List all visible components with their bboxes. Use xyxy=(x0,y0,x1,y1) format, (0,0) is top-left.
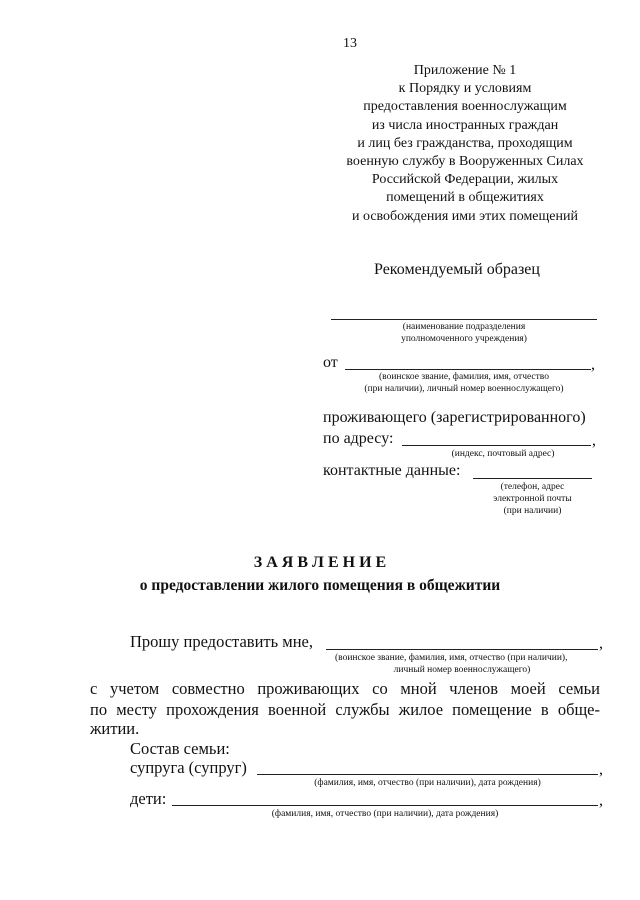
appendix-line: военную службу в Вооруженных Силах xyxy=(346,154,584,170)
children-label: дети: xyxy=(130,789,167,808)
appendix-line: из числа иностранных граждан xyxy=(371,117,559,133)
from-label: от xyxy=(323,354,338,371)
from-line xyxy=(345,369,591,370)
contacts-hint: (при наличии) xyxy=(503,506,562,516)
spouse-line xyxy=(257,774,598,775)
appendix-line: к Порядку и условиям xyxy=(398,81,532,97)
address-hint: (индекс, почтовый адрес) xyxy=(451,449,555,459)
appendix-line: и лиц без гражданства, проходящим xyxy=(357,135,573,151)
appendix-line: помещений в общежитиях xyxy=(386,190,544,206)
appendix-block xyxy=(330,62,600,226)
children-hint: (фамилия, имя, отчество (при наличии), дата рождения) xyxy=(271,809,499,819)
request-comma: , xyxy=(599,635,603,652)
document-title: З А Я В Л Е Н И Е xyxy=(253,554,387,571)
spouse-hint: (фамилия, имя, отчество (при наличии), дата рождения) xyxy=(314,778,541,788)
address-line xyxy=(402,445,591,446)
spouse-label: супруга (супруг) xyxy=(130,758,247,777)
appendix-line: и освобождения ими этих помещений xyxy=(351,208,578,224)
address-label: по адресу: xyxy=(323,430,394,447)
unit-name-line xyxy=(331,319,597,320)
children-comma: , xyxy=(599,792,603,809)
appendix-line: Приложение № 1 xyxy=(413,63,517,78)
page-number: 13 xyxy=(343,36,357,51)
contacts-hint: электронной почты xyxy=(493,494,572,504)
from-comma: , xyxy=(591,356,595,373)
request-hint: (воинское звание, фамилия, имя, отчество (при наличии), xyxy=(335,653,568,663)
paragraph-line: по месту прохождения военной службы жилое помещение в обще- xyxy=(90,700,600,719)
family-heading: Состав семьи: xyxy=(130,739,230,758)
appendix-line: предоставления военнослужащим xyxy=(363,99,567,115)
paragraph-line: с учетом совместно проживающих со мной членов моей семьи xyxy=(90,679,600,698)
from-hint: (при наличии), личный номер военнослужащего) xyxy=(364,384,564,394)
contacts-label: контактные данные: xyxy=(323,462,461,479)
request-line xyxy=(326,649,598,650)
request-label: Прошу предоставить мне, xyxy=(130,632,313,651)
paragraph-line: житии. xyxy=(90,719,140,738)
unit-name-hint: (наименование подразделения xyxy=(402,322,526,332)
from-hint: (воинское звание, фамилия, имя, отчество xyxy=(379,372,549,382)
address-comma: , xyxy=(592,432,596,449)
contacts-hint: (телефон, адрес xyxy=(500,482,565,492)
contacts-line xyxy=(473,478,592,479)
unit-name-hint: уполномоченного учреждения) xyxy=(401,334,527,344)
document-subtitle: о предоставлении жилого помещения в общежитии xyxy=(139,577,501,594)
request-hint: личный номер военнослужащего) xyxy=(393,665,531,675)
residing-line: проживающего (зарегистрированного) xyxy=(323,409,586,426)
sample-label: Рекомендуемый образец xyxy=(374,261,540,278)
children-line xyxy=(172,805,598,806)
appendix-line: Российской Федерации, жилых xyxy=(371,172,559,188)
spouse-comma: , xyxy=(599,761,603,778)
